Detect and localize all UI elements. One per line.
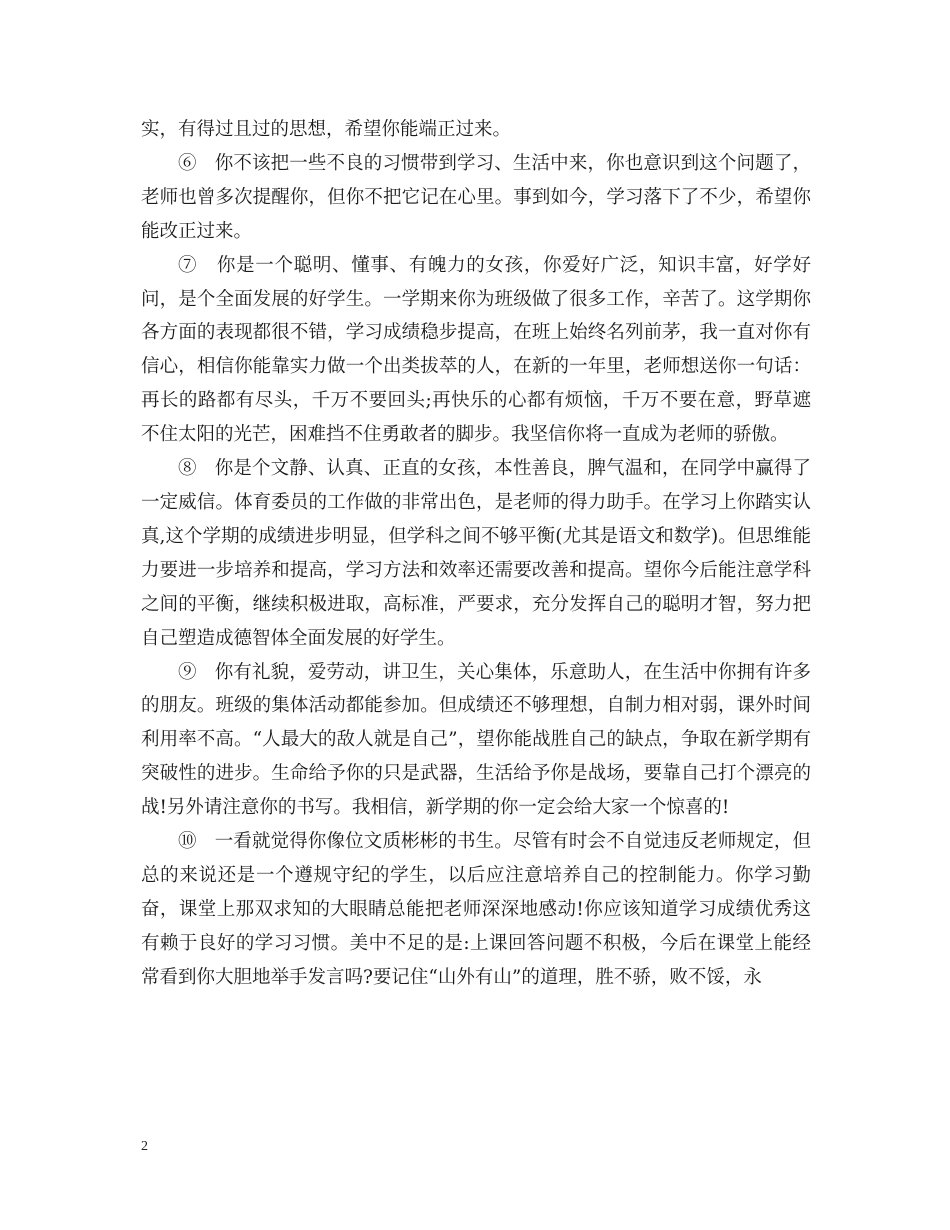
paragraph-text: 你是一个聪明、懂事、有魄力的女孩，你爱好广泛，知识丰富，好学好问，是个全面发展的好学生。一学期来你为班级做了很多工作，辛苦了。这学期你各方面的表现都很不错，学习成绩稳步提高，在班上始终名列前茅，我一直对你有信心，相信你能靠实力做一个出类拔萃的人，在新的一年里，老师想送你一句话：再长的路都有尽头，千万不要回头;再快乐的心都有烦恼，千万不要在意，野草遮不住太阳的光芒，困难挡不住勇敢者的脚步。我坚信你将一直成为老师的骄傲。 — [141, 254, 811, 446]
item-marker: ⑧ — [178, 458, 197, 480]
paragraph-item-8 — [141, 452, 811, 655]
page-number: 2 — [141, 1139, 148, 1154]
paragraph-text: 你不该把一些不良的习惯带到学习、生活中来，你也意识到这个问题了，老师也曾多次提醒你，但你不把它记在心里。事到如今，学习落下了不少，希望你能改正过来。 — [141, 152, 811, 242]
paragraph-text: 你有礼貌，爱劳动，讲卫生，关心集体，乐意助人，在生活中你拥有许多的朋友。班级的集体活动都能参加。但成绩还不够理想，自制力相对弱，课外时间利用率不高。“人最大的敌人就是自己”，望你能战胜自己的缺点，争取在新学期有突破性的进步。生命给予你的只是武器，生活给予你是战场，要靠自己打个漂亮的战!另外请注意你的书写。我相信，新学期的你一定会给大家一个惊喜的! — [141, 661, 811, 819]
paragraph-text: 一看就觉得你像位文质彬彬的书生。尽管有时会不自觉违反老师规定，但总的来说还是一个遵规守纪的学生，以后应注意培养自己的控制能力。你学习勤奋，课堂上那双求知的大眼睛总能把老师深深地感动!你应该知道学习成绩优秀这有赖于良好的学习习惯。美中不足的是:上课回答问题不积极，今后在课堂上能经常看到你大胆地举手发言吗?要记住“山外有山”的道理，胜不骄，败不馁，永 — [141, 831, 812, 988]
item-marker: ⑨ — [178, 661, 197, 683]
item-marker: ⑩ — [178, 831, 197, 853]
item-marker: ⑦ — [178, 254, 198, 276]
paragraph-item-7 — [141, 249, 811, 452]
paragraph-text: 你是个文静、认真、正直的女孩，本性善良，脾气温和，在同学中赢得了一定威信。体育委员的工作做的非常出色，是老师的得力助手。在学习上你踏实认真,这个学期的成绩进步明显，但学科之间不够平衡(尤其是语文和数学)。但思维能力要进一步培养和提高，学习方法和效率还需要改善和提高。望你今后能注意学科之间的平衡，继续积极进取，高标准，严要求，充分发挥自己的聪明才智，努力把自己塑造成德智体全面发展的好学生。 — [141, 458, 811, 649]
item-marker: ⑥ — [178, 152, 197, 174]
paragraph-text: 实，有得过且过的思想，希望你能端正过来。 — [141, 119, 512, 140]
paragraph-continuation — [141, 113, 811, 147]
paragraph-item-9 — [141, 656, 811, 826]
document-body — [141, 113, 811, 995]
paragraph-item-6 — [141, 147, 811, 249]
paragraph-item-10 — [141, 825, 811, 995]
